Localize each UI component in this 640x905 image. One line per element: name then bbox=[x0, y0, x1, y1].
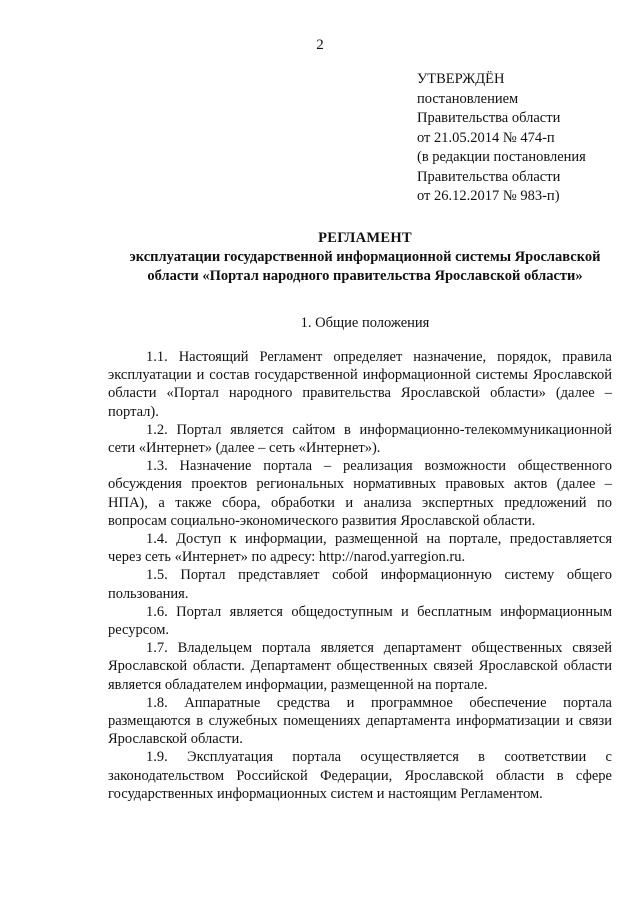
paragraph-1-6: 1.6. Портал является общедоступным и бесплатным информационным ресурсом. bbox=[108, 603, 612, 639]
approval-line: от 26.12.2017 № 983-п) bbox=[417, 188, 560, 204]
section-body bbox=[108, 348, 612, 803]
paragraph-1-8: 1.8. Аппаратные средства и программное обеспечение портала размещаются в служебных помещениях департамента информатизации и связи Ярославской области. bbox=[108, 694, 612, 748]
paragraph-1-5: 1.5. Портал представляет собой информационную систему общего пользования. bbox=[108, 567, 612, 602]
document-title-block bbox=[100, 229, 630, 286]
paragraph-1-2: 1.2. Портал является сайтом в информационно-телекоммуникационной сети «Интернет» (далее – сеть «Интернет»). bbox=[108, 421, 612, 457]
approval-line: (в редакции постановления bbox=[417, 149, 586, 165]
paragraph-1-7: 1.7. Владельцем портала является департамент общественных связей Ярославской области. Департамент общественных связей Ярославской области является обладателем информации, размещенной на портале. bbox=[108, 640, 612, 693]
approval-line: Правительства области bbox=[417, 110, 561, 126]
section-heading: 1. Общие положения bbox=[300, 315, 430, 331]
approval-stamp bbox=[417, 70, 632, 207]
document-type: РЕГЛАМЕНТ bbox=[318, 230, 412, 246]
approval-line: постановлением bbox=[417, 90, 519, 107]
document-subtitle: эксплуатации государственной информационной системы Ярославской области «Портал народного правительства Ярославской области» bbox=[129, 249, 601, 284]
approval-line: от 21.05.2014 № 474-п bbox=[417, 129, 555, 146]
paragraph-1-9: 1.9. Эксплуатация портала осуществляется в соответствии с законодательством Российской Федерации, Ярославской области в сфере государственных информационных систем и настоящим Регламентом. bbox=[108, 749, 612, 802]
paragraph-1-4: 1.4. Доступ к информации, размещенной на портале, предоставляется через сеть «Интернет» по адресу: http://narod.yarregion.ru. bbox=[108, 531, 612, 566]
approval-line: УТВЕРЖДЁН bbox=[417, 71, 505, 87]
page-number: 2 bbox=[316, 37, 324, 53]
paragraph-1-1: 1.1. Настоящий Регламент определяет назначение, порядок, правила эксплуатации и состав государственной информационной системы Ярославской области «Портал народного правительства Ярославской области» (далее – портал). bbox=[108, 349, 612, 420]
approval-line: Правительства области bbox=[417, 168, 561, 185]
paragraph-1-3: 1.3. Назначение портала – реализация возможности общественного обсуждения проектов региональных нормативных правовых актов (далее – НПА), а также сбора, обработки и анализа экспертных предложений по вопросам социально-экономического развития Ярославской области. bbox=[108, 458, 612, 529]
